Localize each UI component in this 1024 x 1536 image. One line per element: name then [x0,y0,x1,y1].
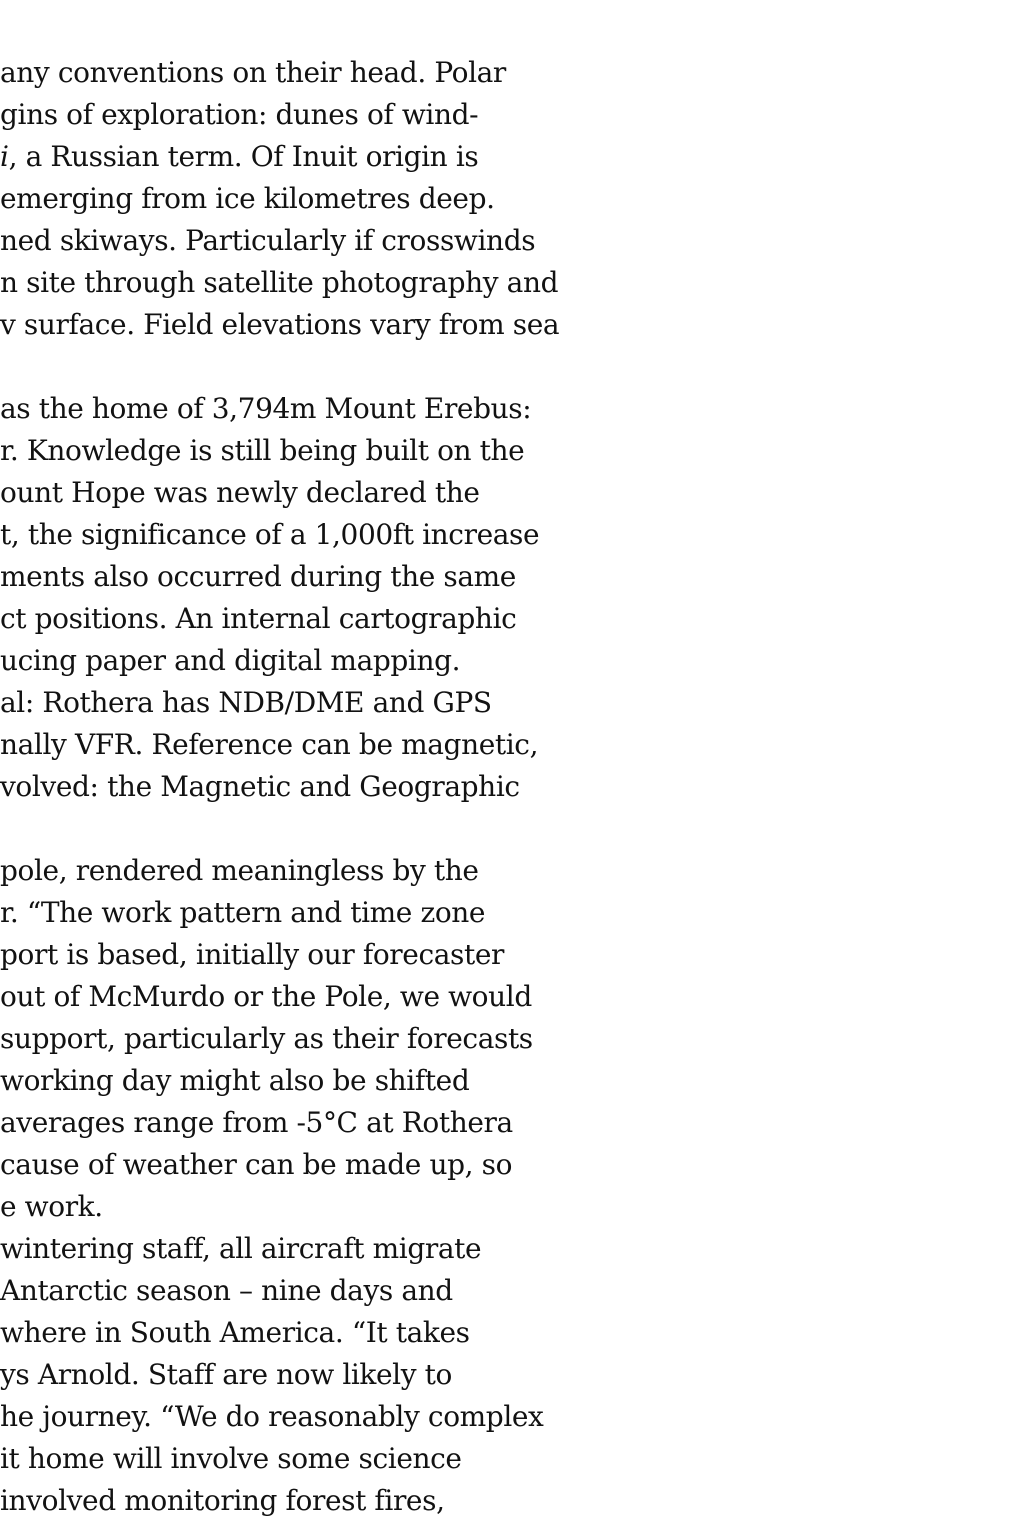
paragraph-work-pattern [0,850,600,1522]
text-line: as the home of 3,794m Mount Erebus: [0,392,532,425]
text-fragment: , a Russian term. Of Inuit origin is [8,140,479,173]
text-line: t, the significance of a 1,000ft increase [0,518,540,551]
text-line: working day might also be shifted [0,1064,470,1097]
text-line: ments also occurred during the same [0,560,516,593]
text-line [0,136,600,178]
text-line: ned skiways. Particularly if crosswinds [0,224,536,257]
text-line: ucing paper and digital mapping. [0,644,461,677]
text-line: wintering staff, all aircraft migrate [0,1232,482,1265]
text-line: nally VFR. Reference can be magnetic, [0,728,539,761]
paragraph-mount-erebus [0,388,600,808]
italic-term: i [0,140,9,173]
text-line: port is based, initially our forecaster [0,938,504,971]
article-body [0,52,600,1522]
text-line: n site through satellite photography and [0,266,559,299]
text-line: al: Rothera has NDB/DME and GPS [0,686,492,719]
text-line: he journey. “We do reasonably complex [0,1400,544,1433]
text-line: e work. [0,1190,103,1223]
text-line: ount Hope was newly declared the [0,476,480,509]
text-line: cause of weather can be made up, so [0,1148,513,1181]
text-line: ys Arnold. Staff are now likely to [0,1358,452,1391]
text-line: where in South America. “It takes [0,1316,470,1349]
text-line: r. “The work pattern and time zone [0,896,486,929]
paragraph-polar-exploration [0,52,600,346]
paragraph-spacer [0,346,600,388]
text-line: out of McMurdo or the Pole, we would [0,980,532,1013]
text-line: gins of exploration: dunes of wind- [0,98,479,131]
text-line: r. Knowledge is still being built on the [0,434,525,467]
text-line: emerging from ice kilometres deep. [0,182,495,215]
text-line: any conventions on their head. Polar [0,56,506,89]
text-line: ct positions. An internal cartographic [0,602,517,635]
text-line: involved monitoring forest fires, [0,1484,445,1517]
text-line: support, particularly as their forecasts [0,1022,533,1055]
paragraph-spacer [0,808,600,850]
text-line: v surface. Field elevations vary from sea [0,308,560,341]
text-line: pole, rendered meaningless by the [0,854,479,887]
text-line: Antarctic season – nine days and [0,1274,453,1307]
text-line: it home will involve some science [0,1442,462,1475]
text-line: volved: the Magnetic and Geographic [0,770,520,803]
text-line: averages range from -5°C at Rothera [0,1106,513,1139]
